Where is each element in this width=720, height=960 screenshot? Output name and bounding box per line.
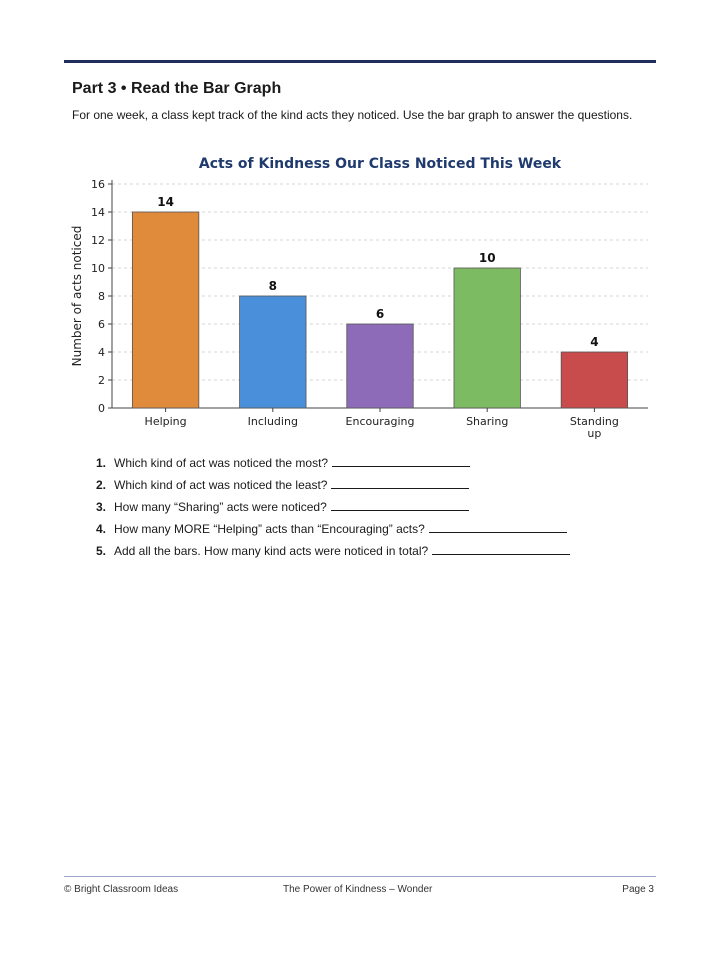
y-tick-label: 16 — [91, 178, 105, 191]
question-item — [96, 498, 570, 520]
question-item — [96, 542, 570, 564]
bar-value-label: 4 — [590, 335, 599, 349]
bar-standing-up — [561, 352, 627, 408]
bar-sharing — [454, 268, 520, 408]
question-text: Which kind of act was noticed the least? — [114, 478, 328, 492]
question-text: Which kind of act was noticed the most? — [114, 456, 329, 470]
question-list — [96, 454, 570, 564]
question-number: 1. — [96, 456, 107, 470]
x-tick-label: Sharing — [466, 415, 509, 428]
intro-text: For one week, a class kept track of the kind acts they noticed. Use the bar graph to answer the questions. — [72, 108, 633, 122]
answer-blank[interactable] — [432, 542, 570, 555]
y-tick-label: 0 — [98, 402, 105, 415]
y-tick-label: 2 — [98, 374, 105, 387]
footer-title: The Power of Kindness – Wonder — [283, 884, 433, 895]
y-axis-label: Number of acts noticed — [70, 225, 84, 367]
bar-helping — [132, 212, 198, 408]
question-number: 5. — [96, 544, 107, 558]
answer-blank[interactable] — [331, 498, 469, 511]
bar-value-label: 10 — [478, 251, 496, 265]
question-number: 4. — [96, 522, 107, 536]
section-heading: Part 3 • Read the Bar Graph — [72, 80, 282, 97]
y-tick-label: 14 — [91, 206, 105, 219]
answer-blank[interactable] — [429, 520, 567, 533]
question-item — [96, 520, 570, 542]
bar-value-label: 6 — [375, 307, 385, 321]
header-rule — [64, 60, 656, 63]
answer-blank[interactable] — [331, 476, 469, 489]
x-tick-label: Standing up — [569, 415, 619, 440]
question-item — [96, 476, 570, 498]
x-tick-label: Including — [247, 415, 298, 428]
question-text: How many MORE “Helping” acts than “Encouraging” acts? — [114, 522, 425, 536]
question-text: How many “Sharing” acts were noticed? — [114, 500, 327, 514]
y-tick-label: 6 — [98, 318, 105, 331]
y-tick-label: 8 — [98, 290, 105, 303]
x-tick-label: Helping — [144, 415, 187, 428]
x-tick-label: Encouraging — [345, 415, 415, 428]
question-number: 2. — [96, 478, 107, 492]
chart-title: Acts of Kindness Our Class Noticed This Week — [198, 156, 562, 172]
question-text: Add all the bars. How many kind acts were noticed in total? — [114, 544, 429, 558]
question-item — [96, 454, 570, 476]
bar-including — [240, 296, 306, 408]
bar-chart — [60, 148, 660, 448]
y-tick-label: 10 — [91, 262, 105, 275]
footer-rule — [64, 876, 656, 877]
y-tick-label: 4 — [98, 346, 105, 359]
footer-copyright: © Bright Classroom Ideas — [64, 884, 179, 895]
question-number: 3. — [96, 500, 107, 514]
bar-value-label: 14 — [157, 195, 174, 209]
footer-page-number: Page 3 — [622, 884, 654, 895]
bar-encouraging — [347, 324, 413, 408]
y-tick-label: 12 — [91, 234, 105, 247]
bar-value-label: 8 — [268, 279, 277, 293]
answer-blank[interactable] — [332, 454, 470, 467]
